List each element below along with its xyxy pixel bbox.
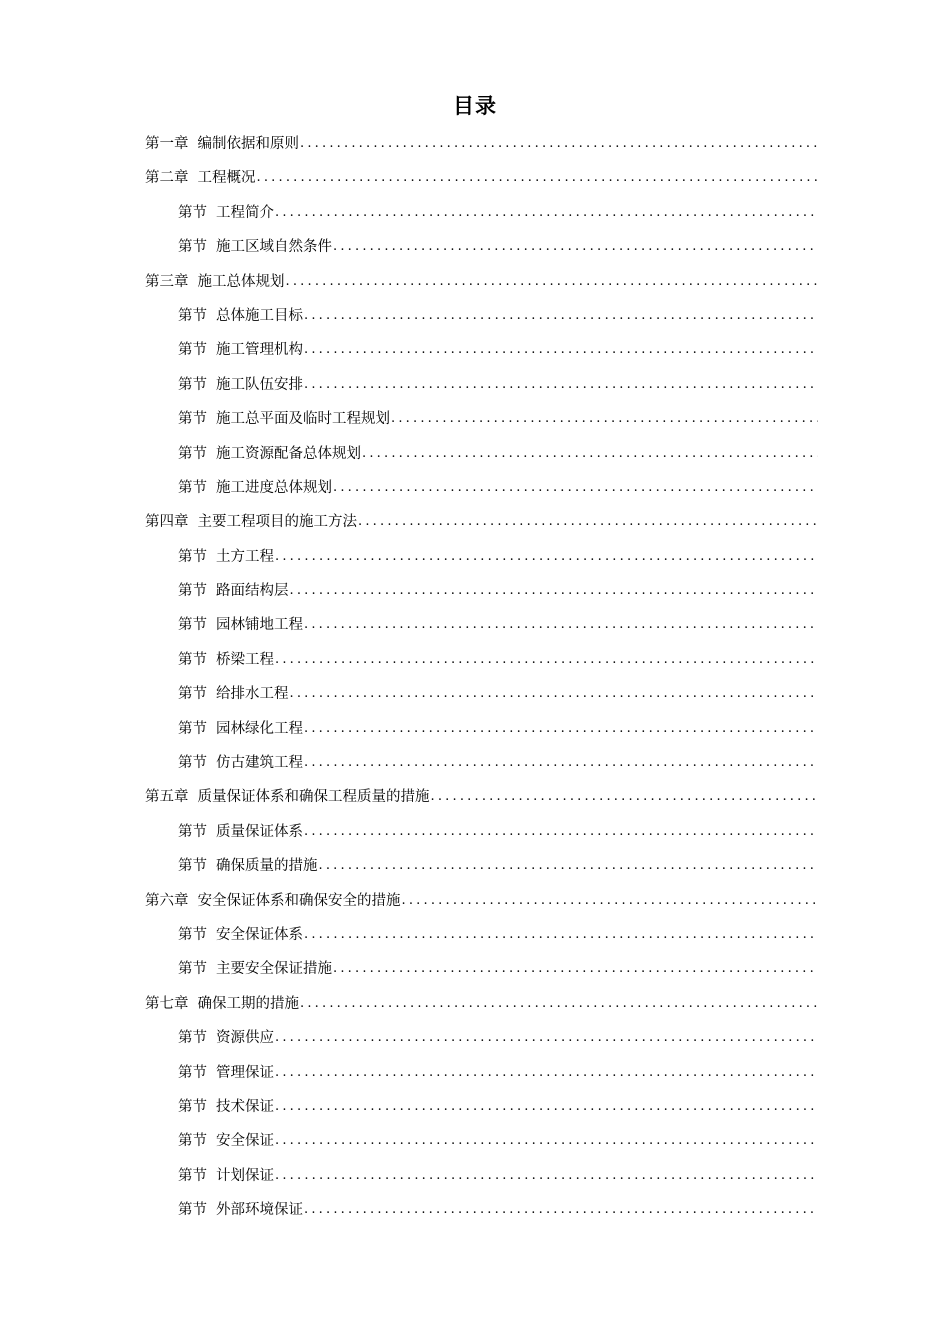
dot-leader (275, 1021, 818, 1055)
toc-section-entry[interactable] (145, 471, 818, 505)
toc-entry-title: 质量保证体系和确保工程质量的措施 (197, 789, 430, 806)
dot-leader (319, 849, 819, 883)
toc-section-entry[interactable] (145, 1124, 818, 1158)
dot-leader (286, 265, 819, 299)
toc-section-entry[interactable] (145, 952, 818, 986)
dot-leader (402, 884, 819, 918)
toc-chapter-entry[interactable] (145, 265, 818, 299)
toc-section-entry[interactable] (145, 918, 818, 952)
dot-leader (275, 1090, 818, 1124)
dot-leader (275, 1159, 818, 1193)
toc-entry-title: 外部环境保证 (216, 1202, 303, 1219)
toc-entry-title: 确保工期的措施 (197, 995, 299, 1012)
dot-leader (304, 1193, 818, 1227)
toc-entry-title: 管理保证 (216, 1064, 274, 1081)
toc-entry-number: 第节 (178, 376, 207, 393)
toc-entry-number: 第节 (178, 1202, 207, 1219)
toc-entry-title: 仿古建筑工程 (216, 755, 303, 772)
toc-entry-title: 计划保证 (216, 1167, 274, 1184)
toc-entry-title: 施工管理机构 (216, 342, 303, 359)
toc-entry-number: 第节 (178, 307, 207, 324)
toc-entry-number: 第六章 (145, 892, 189, 909)
toc-section-entry[interactable] (145, 196, 818, 230)
toc-section-entry[interactable] (145, 712, 818, 746)
toc-title: 目录 (453, 94, 497, 118)
dot-leader (391, 402, 818, 436)
dot-leader (275, 1124, 818, 1158)
toc-entry-title: 编制依据和原则 (197, 135, 299, 152)
toc-section-entry[interactable] (145, 574, 818, 608)
toc-entry-number: 第节 (178, 583, 207, 600)
dot-leader (333, 230, 818, 264)
toc-chapter-entry[interactable] (145, 884, 818, 918)
toc-section-entry[interactable] (145, 1090, 818, 1124)
dot-leader (333, 471, 818, 505)
dot-leader (290, 574, 819, 608)
toc-entry-title: 技术保证 (216, 1098, 274, 1115)
toc-entry-title: 施工区域自然条件 (216, 239, 332, 256)
toc-entry-number: 第节 (178, 548, 207, 565)
toc-section-entry[interactable] (145, 677, 818, 711)
toc-entry-number: 第节 (178, 617, 207, 634)
toc-chapter-entry[interactable] (145, 127, 818, 161)
toc-entry-number: 第节 (178, 1030, 207, 1047)
dot-leader (304, 712, 818, 746)
dot-leader (275, 540, 818, 574)
toc-section-entry[interactable] (145, 402, 818, 436)
toc-entry-number: 第三章 (145, 273, 189, 290)
toc-entry-number: 第节 (178, 858, 207, 875)
toc-section-entry[interactable] (145, 333, 818, 367)
toc-entry-number: 第节 (178, 411, 207, 428)
dot-leader (333, 952, 818, 986)
dot-leader (275, 1056, 818, 1090)
toc-entry-title: 施工进度总体规划 (216, 479, 332, 496)
toc-entry-title: 安全保证体系和确保安全的措施 (197, 892, 401, 909)
toc-entry-title: 施工总平面及临时工程规划 (216, 411, 390, 428)
toc-chapter-entry[interactable] (145, 161, 818, 195)
dot-leader (304, 746, 818, 780)
toc-entry-title: 施工总体规划 (197, 273, 285, 290)
toc-chapter-entry[interactable] (145, 987, 818, 1021)
toc-entry-number: 第四章 (145, 514, 189, 531)
toc-entry-title: 主要安全保证措施 (216, 961, 332, 978)
toc-entry-number: 第节 (178, 445, 207, 462)
dot-leader (304, 608, 818, 642)
toc-section-entry[interactable] (145, 1056, 818, 1090)
toc-entry-number: 第七章 (145, 995, 189, 1012)
toc-section-entry[interactable] (145, 1021, 818, 1055)
toc-entry-title: 园林绿化工程 (216, 720, 303, 737)
toc-entry-number: 第节 (178, 1133, 207, 1150)
toc-section-entry[interactable] (145, 746, 818, 780)
toc-entry-number: 第节 (178, 823, 207, 840)
toc-entry-title: 资源供应 (216, 1030, 274, 1047)
toc-entry-title: 确保质量的措施 (216, 858, 318, 875)
toc-entry-number: 第二章 (145, 170, 189, 187)
toc-entry-title: 桥梁工程 (216, 651, 274, 668)
toc-entry-title: 施工队伍安排 (216, 376, 303, 393)
dot-leader (300, 127, 818, 161)
dot-leader (304, 918, 818, 952)
toc-section-entry[interactable] (145, 299, 818, 333)
toc-section-entry[interactable] (145, 1193, 818, 1227)
dot-leader (431, 780, 819, 814)
toc-entry-number: 第节 (178, 1167, 207, 1184)
toc-section-entry[interactable] (145, 437, 818, 471)
toc-entry-title: 安全保证 (216, 1133, 274, 1150)
dot-leader (257, 161, 819, 195)
toc-entry-number: 第节 (178, 479, 207, 496)
toc-entry-title: 路面结构层 (216, 583, 289, 600)
toc-entry-number: 第节 (178, 755, 207, 772)
dot-leader (300, 987, 818, 1021)
dot-leader (304, 333, 818, 367)
toc-entry-title: 质量保证体系 (216, 823, 303, 840)
toc-entry-number: 第节 (178, 239, 207, 256)
toc-entry-number: 第一章 (145, 135, 189, 152)
toc-entry-title: 土方工程 (216, 548, 274, 565)
dot-leader (275, 643, 818, 677)
toc-entry-number: 第节 (178, 686, 207, 703)
toc-entry-number: 第节 (178, 926, 207, 943)
toc-entry-title: 给排水工程 (216, 686, 289, 703)
toc-entry-title: 园林铺地工程 (216, 617, 303, 634)
toc-chapter-entry[interactable] (145, 780, 818, 814)
dot-leader (362, 437, 818, 471)
toc-section-entry[interactable] (145, 815, 818, 849)
toc-section-entry[interactable] (145, 230, 818, 264)
toc-entry-title: 主要工程项目的施工方法 (197, 514, 357, 531)
toc-entry-number: 第节 (178, 1064, 207, 1081)
toc-section-entry[interactable] (145, 608, 818, 642)
toc-entry-title: 工程概况 (197, 170, 256, 187)
toc-entry-number: 第节 (178, 720, 207, 737)
toc-chapter-entry[interactable] (145, 505, 818, 539)
toc-section-entry[interactable] (145, 643, 818, 677)
toc-section-entry[interactable] (145, 540, 818, 574)
dot-leader (290, 677, 819, 711)
toc-entry-title: 安全保证体系 (216, 926, 303, 943)
dot-leader (304, 815, 818, 849)
toc-entry-number: 第节 (178, 651, 207, 668)
toc-entry-number: 第节 (178, 1098, 207, 1115)
toc-entry-number: 第节 (178, 342, 207, 359)
toc-section-entry[interactable] (145, 849, 818, 883)
toc-list (145, 127, 818, 1228)
toc-entry-number: 第节 (178, 961, 207, 978)
toc-section-entry[interactable] (145, 368, 818, 402)
toc-section-entry[interactable] (145, 1159, 818, 1193)
dot-leader (275, 196, 818, 230)
dot-leader (304, 368, 818, 402)
dot-leader (304, 299, 818, 333)
dot-leader (358, 505, 818, 539)
toc-entry-title: 施工资源配备总体规划 (216, 445, 361, 462)
toc-entry-title: 工程简介 (216, 204, 274, 221)
toc-entry-title: 总体施工目标 (216, 307, 303, 324)
toc-entry-number: 第五章 (145, 789, 189, 806)
toc-entry-number: 第节 (178, 204, 207, 221)
